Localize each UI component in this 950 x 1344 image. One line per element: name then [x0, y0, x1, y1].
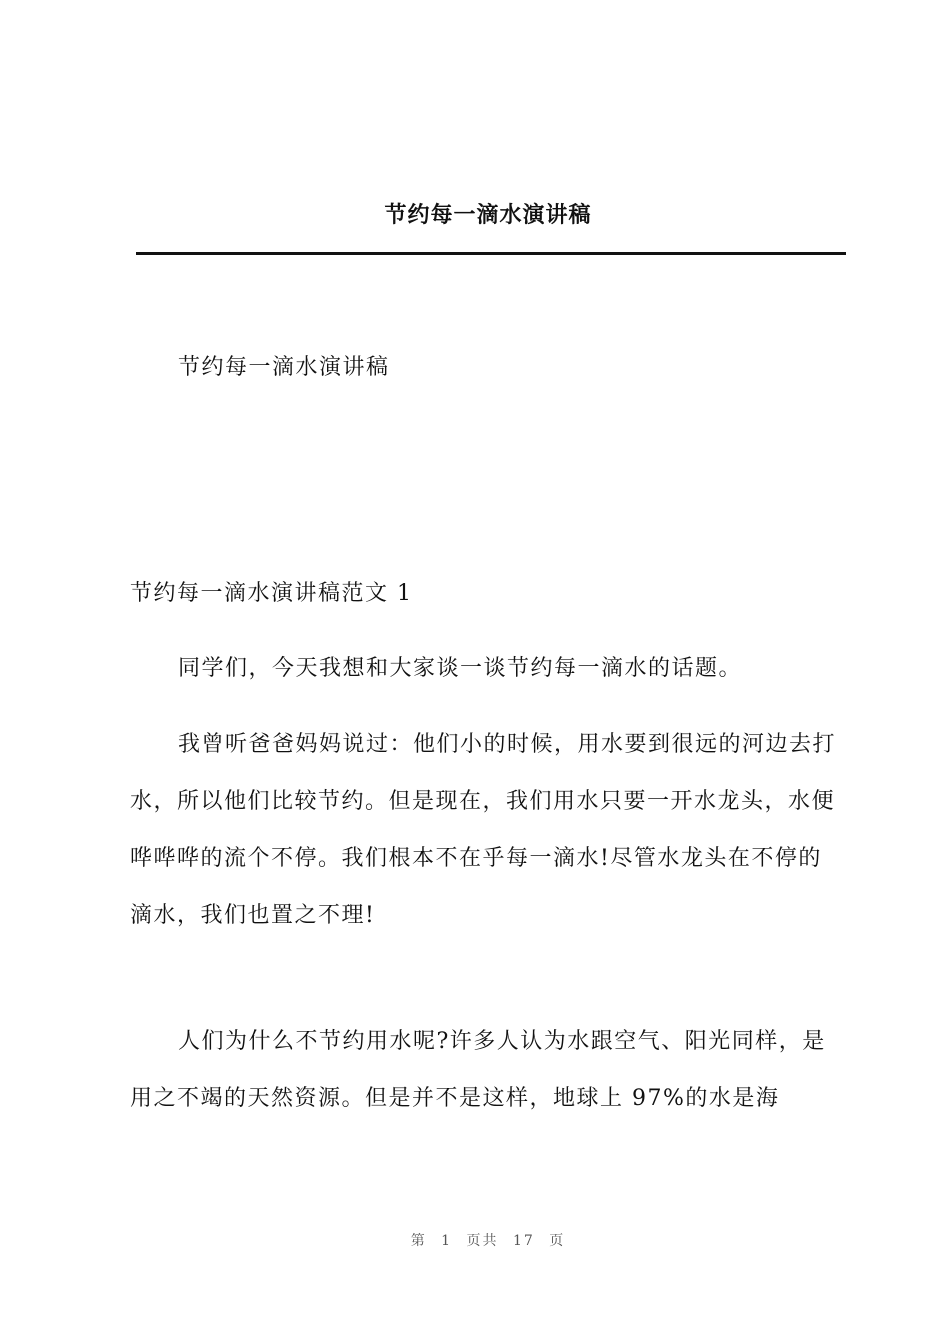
paragraph-1: 同学们，今天我想和大家谈一谈节约每一滴水的话题。	[178, 656, 743, 681]
header-divider	[136, 252, 846, 255]
header-title: 节约每一滴水演讲稿	[384, 202, 592, 228]
page-footer: 第 1 页共 17 页	[410, 1233, 566, 1249]
paragraph-2: 我曾听爸爸妈妈说过：他们小的时候，用水要到很远的河边去打水，所以他们比较节约。但是现在，我们用水只要一开水龙头，水便哗哗哗的流个不停。我们根本不在乎每一滴水!尽管水龙头在不停的滴水，我们也置之不理!	[130, 732, 837, 928]
paragraph-3: 人们为什么不节约用水呢?许多人认为水跟空气、阳光同样，是用之不竭的天然资源。但是并不是这样，地球上 97%的水是海	[130, 1029, 826, 1111]
section-heading: 节约每一滴水演讲稿范文 1	[130, 581, 413, 606]
document-subtitle: 节约每一滴水演讲稿	[178, 355, 390, 380]
